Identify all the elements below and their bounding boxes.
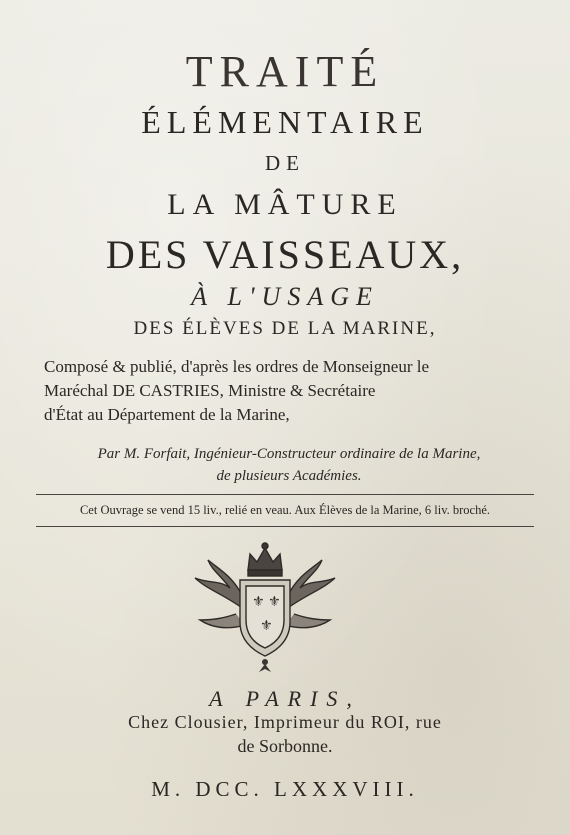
compose-line: Maréchal DE CASTRIES, Ministre & Secrétaire bbox=[44, 381, 376, 400]
price-top-rule bbox=[36, 494, 534, 495]
price-bottom-rule bbox=[36, 526, 534, 527]
title-line-de: DE bbox=[265, 151, 305, 175]
svg-text:⚜: ⚜ bbox=[260, 618, 273, 634]
compose-line: Composé & publié, d'après les ordres de Monseigneur le bbox=[44, 357, 430, 376]
imprint-address: de Sorbonne. bbox=[237, 736, 333, 756]
imprint-city: A PARIS, bbox=[209, 686, 361, 711]
price-note: Cet Ouvrage se vend 15 liv., relié en veau. Aux Élèves de la Marine, 6 liv. broché. bbox=[79, 503, 491, 517]
title-line-la-mature: LA MÂTURE bbox=[167, 188, 403, 221]
title-line-elementaire: ÉLÉMENTAIRE bbox=[141, 104, 429, 140]
author-paragraph bbox=[44, 443, 534, 487]
svg-text:⚜: ⚜ bbox=[268, 594, 281, 610]
author-line: de plusieurs Académies. bbox=[216, 468, 362, 484]
author-line: Par M. Forfait, Ingénieur-Constructeur ordinaire de la Marine, bbox=[97, 446, 481, 462]
title-line-a-lusage: À L'USAGE bbox=[191, 282, 379, 311]
publication-date: M. DCC. LXXXVIII. bbox=[151, 777, 419, 801]
compose-paragraph bbox=[44, 355, 530, 427]
title-line-des-vaisseaux: DES VAISSEAUX, bbox=[105, 232, 465, 277]
compose-line: d'État au Département de la Marine, bbox=[44, 405, 290, 424]
title-line-eleves-marine: DES ÉLÈVES DE LA MARINE, bbox=[133, 318, 437, 339]
royal-arms-fleur-de-lis-icon bbox=[190, 540, 340, 675]
title-line-traite: TRAITÉ bbox=[185, 47, 385, 96]
svg-text:⚜: ⚜ bbox=[252, 594, 265, 610]
imprint-publisher: Chez Clousier, Imprimeur du ROI, rue bbox=[128, 712, 442, 732]
